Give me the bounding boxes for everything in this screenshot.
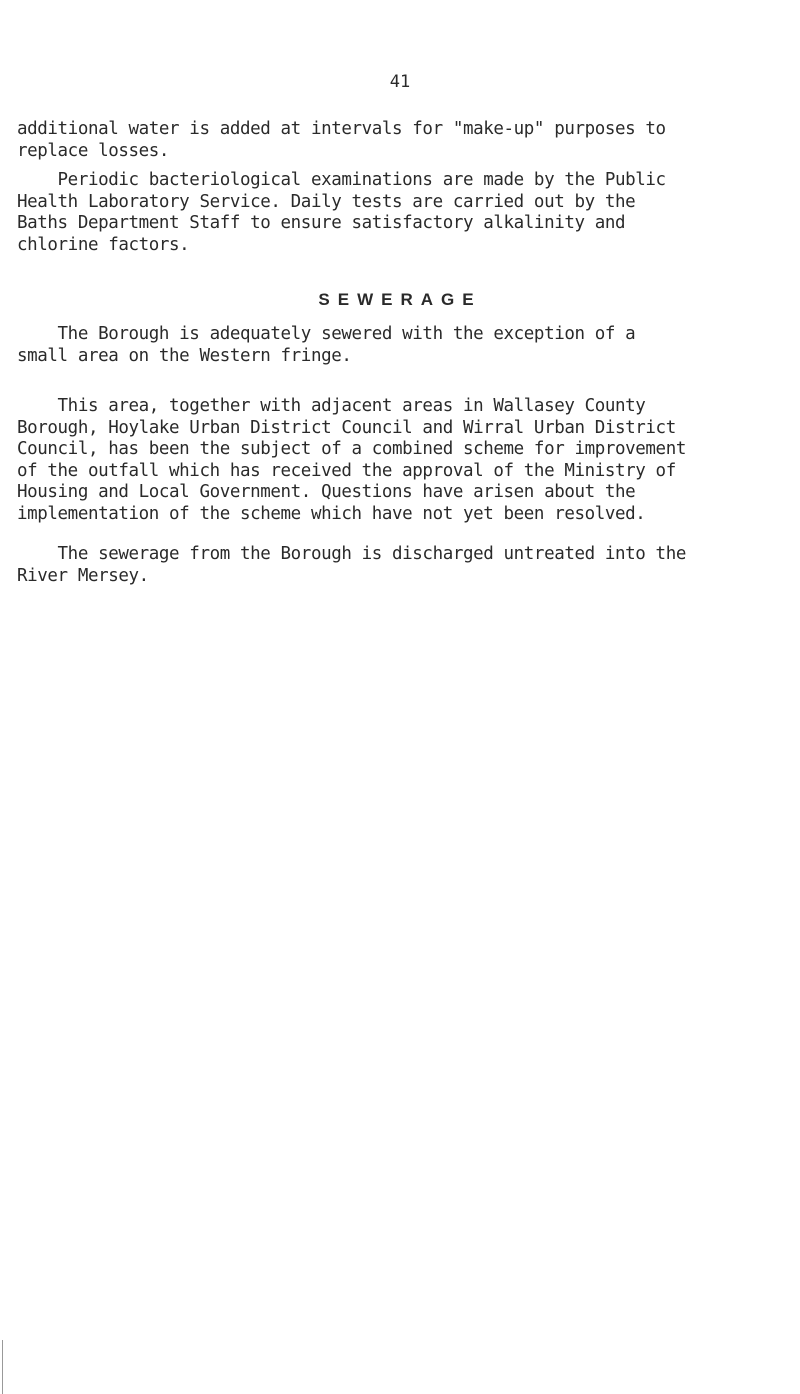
paragraph-river-mersey-discharge: The sewerage from the Borough is discharged untreated into the River Mersey. [17,544,686,586]
paragraph-make-up-water: additional water is added at intervals for "make-up" purposes to replace losses. [17,119,666,161]
page-edge-mark [2,1340,3,1394]
paragraph-bacteriological-examinations: Periodic bacteriological examinations are made by the Public Health Laboratory Service. Daily tests are carried out by the Baths Department Staff to ensure satisfactory alkalinity and chlorine factors. [17,170,666,255]
paragraph-combined-scheme: This area, together with adjacent areas in Wallasey County Borough, Hoylake Urban District Council and Wirral Urban District Council, has been the subject of a combined scheme for improvement of the outfall which has received the approval of the Ministry of Housing and Local Government. Questions have arisen about the implementation of the scheme which have not yet been resolved. [17,396,686,524]
show-through-background [110,620,750,1260]
section-heading-sewerage: SEWERAGE [318,290,482,309]
page-number: 41 [389,72,411,92]
paragraph-borough-sewered: The Borough is adequately sewered with the exception of a small area on the Western fringe. [17,324,636,366]
